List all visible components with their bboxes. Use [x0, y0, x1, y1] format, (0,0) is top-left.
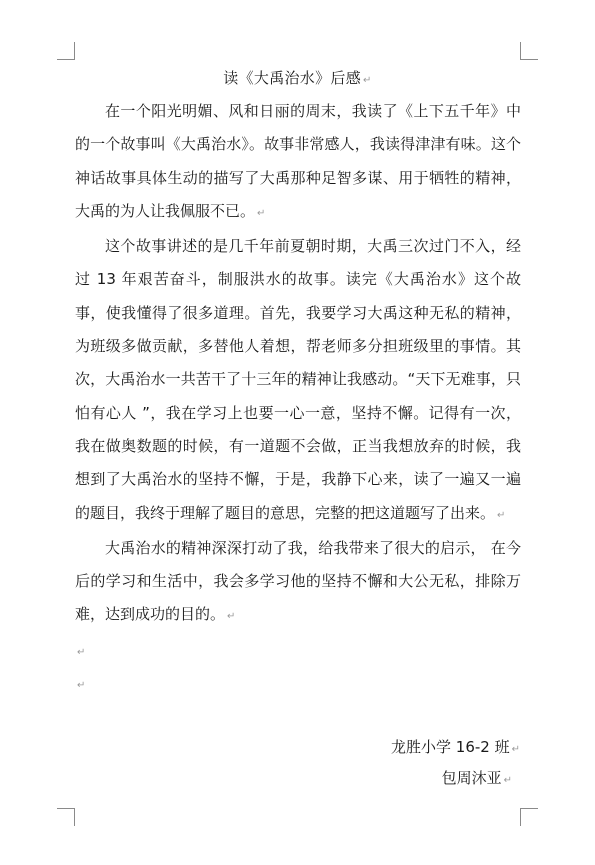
signature-school-class-text: 龙胜小学 16-2 班	[391, 738, 510, 756]
paragraph-3-text: 大禹治水的精神深深打动了我，给我带来了很大的启示， 在今后的学习和生活中，我会多学习他的坚持不懈和大公无私，排除万难，达到成功的目的。	[75, 538, 521, 624]
document-title	[0, 63, 595, 96]
signature-author	[442, 763, 512, 796]
document-title-text: 读《大禹治水》后感	[223, 69, 361, 87]
signature-author-text: 包周沐亚	[441, 769, 502, 787]
signature-school-class	[391, 732, 520, 765]
paragraph-mark-icon: ↵	[77, 680, 86, 692]
crop-mark-bottom-left	[57, 808, 75, 826]
paragraph-1	[75, 95, 521, 230]
paragraph-3	[75, 532, 521, 634]
empty-line-1	[75, 634, 521, 667]
paragraph-1-text: 在一个阳光明媚、风和日丽的周末，我读了《上下五千年》中的一个故事叫《大禹治水》。故事非常感人，我读得津津有味。这个神话故事具体生动的描写了大禹那种足智多谋、用于牺牲的精神，大禹的为人让我佩服不已。	[75, 102, 521, 220]
crop-mark-top-right	[520, 42, 538, 60]
paragraph-mark-icon: ↵	[363, 75, 372, 86]
crop-mark-bottom-right	[520, 808, 538, 826]
paragraph-mark-icon: ↵	[503, 775, 512, 786]
paragraph-mark-icon: ↵	[227, 611, 236, 623]
crop-mark-top-left	[57, 42, 75, 60]
paragraph-2-text: 这个故事讲述的是几千年前夏朝时期，大禹三次过门不入，经过 13 年艰苦奋斗，制服洪水的故事。读完《大禹治水》这个故事，使我懂得了很多道理。首先，我要学习大禹这种无私的精神，为班级多做贡献，多替他人着想，帮老师多分担班级里的事情。其次，大禹治水一共苦干了十三年的精神让我感动。“天下无难事，只怕有心人 ”，我在学习上也要一心一意，坚持不懈。记得有一次，我在做奥数题的时候，有一道题不会做，正当我想放弃的时候，我想到了大禹治水的坚持不懈，于是，我静下心来，读了一遍又一遍的题目，我终于理解了题目的意思，完整的把这道题写了出来。	[75, 237, 521, 522]
paragraph-mark-icon: ↵	[257, 207, 266, 219]
paragraph-mark-icon: ↵	[511, 744, 520, 755]
paragraph-mark-icon: ↵	[497, 509, 506, 521]
document-body	[75, 95, 521, 700]
paragraph-2	[75, 230, 521, 532]
paragraph-mark-icon: ↵	[77, 646, 86, 658]
empty-line-2	[75, 667, 521, 700]
